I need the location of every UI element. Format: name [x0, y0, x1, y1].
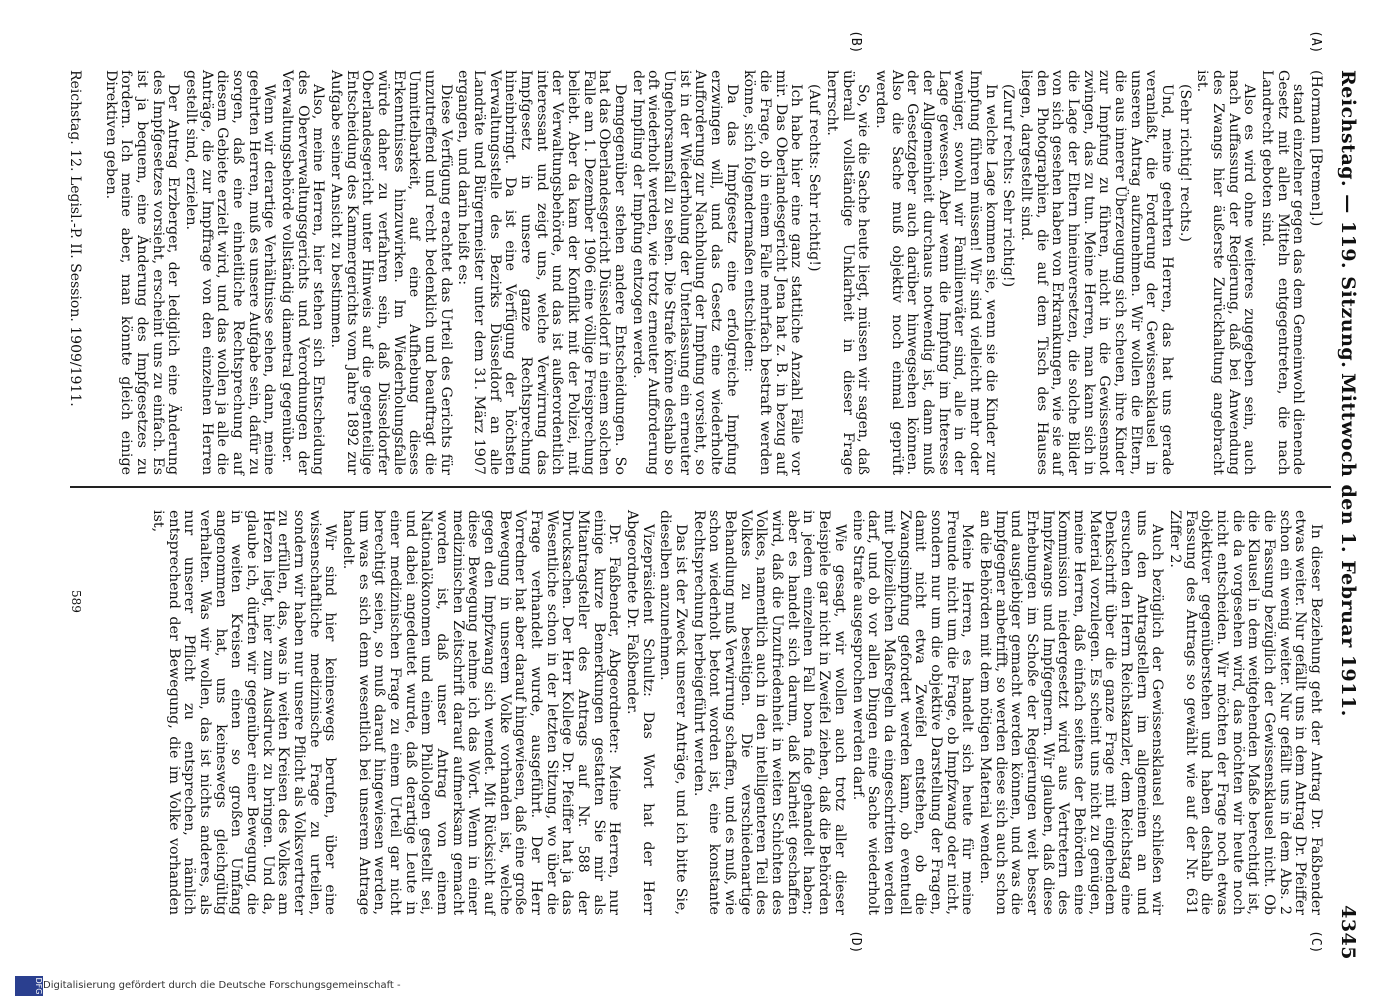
paragraph: Vizepräsident Schultz: Das Wort hat der Herr Abgeordnete Dr. Faßbender. [624, 510, 656, 915]
paragraph: Wir sind hier keineswegs berufen, über eine wissenschaftliche medizinische Frage zu urteilen, sondern wir haben nur unsere Pflicht als Volksvertreter zu erfüllen, das, was in weiten Kreisen des Volkes am Herzen liegt, hier zum Ausdruck zu bringen. Und da, glaube ich, dürfen wir gegenüber einer Bewegung, die in weiten Kreisen einen so großen Umfang angenommen hat, uns keineswegs gleichgültig verhalten. Was wir wollen, das ist nichts anderes, als nur unserer Pflicht zu entsprechen, nämlich entsprechend der Bewegung, die im Volke vorhanden ist, [149, 510, 339, 915]
right-column [147, 510, 1323, 915]
paragraph: Wenn wir derartige Verhältnisse sehen, dann, meine geehrten Herren, muß es unsere Aufgabe sein, dafür zu sorgen, daß eine einheitliche Rechtsprechung auf diesem Gebiete erzielt wird, und das wollen ja alle die Anträge, die zur Impffrage von den einzelnen Herren gestellt sind, erzielen. [182, 70, 278, 475]
margin-marker-c: (C) [1308, 930, 1323, 954]
footer-publication: Reichstag. 12. Legisl.-P. II. Session. 1909/1911. [67, 70, 83, 407]
column-divider [70, 486, 1331, 488]
paragraph: In welche Lage kommen sie, wenn sie die Kinder zur Impfung führen müssen! Wir sind vielleicht mehr oder weniger, sowohl wir Familienväter sind, alle in der Lage gewesen. Aber wenn die Impfung im Interesse der Allgemeinheit durchaus notwendig ist, dann muß der Gesetzgeber auch darüber hinwegsehen können. Also die Sache muß objektiv noch einmal geprüft werden. [872, 70, 999, 475]
paragraph: Dr. Faßbender, Abgeordneter: Meine Herren, nur einige kurze Bemerkungen gestatten Sie mir als Mitantragsteller des Antrags auf Nr. 588 der Drucksachen. Der Herr Kollege Dr. Pfeiffer hat ja das Wesentliche schon in der letzten Sitzung, wo über die Frage verhandelt wurde, ausgeführt. Der Herr Vorredner hat aber darauf hingewiesen, daß eine große Bewegung in unserem Volke vorhanden ist, welche gegen den Impfzwang sich wendet. Mit Rücksicht auf diese Bewegung nehme ich das Wort. Wenn in einer medizinischen Zeitschrift darauf aufmerksam gemacht worden ist, daß unser Antrag von einem Nationalökonomen und einem Philologen gestellt sei, und dabei angedeutet wurde, daß derartige Leute in einer medizinischen Frage zu einem Urteil gar nicht berechtigt seien, so muß darauf hingewiesen werden, um was es sich denn wesentlich bei unserem Antrage handelt. [340, 510, 623, 915]
paragraph: In dieser Beziehung geht der Antrag Dr. Faßbender etwas weiter. Nur gefällt uns in dem Antrag Dr. Pfeiffer schon ein wenig weiter. Nur gefällt uns in dem Abs. 2 die Fassung bezüglich der Gewissensklausel nicht. Ob die Klausel in dem weitgehenden Maße berechtigt ist, die da vorgesehen wird, das möchten wir heute noch nicht entscheiden. Wir möchten der Frage noch etwas objektiver gegenüberstehen und haben deshalb die Fassung des Antrags so gewählt wie auf der Nr. 631 Ziffer 2. [1166, 510, 1324, 915]
paragraph: Meine Herren, es handelt sich heute für meine Freunde nicht um die Frage, ob Impfzwang oder nicht, sondern nur um die objektive Darstellung der Fragen, damit nicht etwa Zweifel entstehen, ob die Zwangsimpfung gefordert werden kann, ob eventuell mit polizeilichen Maßregeln da eingeschritten werden darf, und ob vor allen Dingen eine Sache wiederholt eine Strafe ausgesprochen werden darf. [849, 510, 976, 915]
header-date: Mittwoch den 1. Februar 1911. [1337, 373, 1359, 717]
speaker-label: (Hormann [Bremen].) [1308, 70, 1324, 227]
paragraph: Diese Verfügung erachtet das Urteil des Gerichts für unzutreffend und recht bedenklich und beauftragt die Unmittelbarkeit, auf eine Aufhebung dieses Erkenntnisses hinzuwirken. Im Wiederholungsfalle würde daher zu verfahren sein, daß Düsseldorfer Oberlandesgericht unter Hinweis auf die gegenteilige Entscheidung des Kammergerichts vom Jahre 1892 zur Aufgabe seiner Ansicht zu bestimmen. [328, 70, 454, 475]
paragraph: So, wie die Sache heute liegt, müssen wir sagen, daß überall vollständige Unklarheit in dieser Frage herrscht. [823, 70, 872, 475]
page-header [1331, 70, 1365, 960]
paragraph: Also es wird ohne weiteres zugegeben sein, auch nach Auffassung der Regierung, daß bei Anwendung des Zwangs hier äußerste Zurückhaltung angebracht ist. [1194, 70, 1258, 475]
paragraph: Der Antrag Erzberger, der lediglich eine Änderung des Impfgesetzes vorsieht, erscheint uns zu einfach. Es ist ja bequem, eine Änderung des Impfgesetzes zu fordern. Ich meine aber, man könnte gleich einige Direktiven geben. [102, 70, 182, 475]
paragraph: Also, meine Herren, hier stehen sich Entscheidung des Oberverwaltungsgerichts und Verordnungen der Verwaltungsbehörde vollständig diametral gegenüber. [279, 70, 327, 475]
paragraph: (Sehr richtig! rechts.) [1176, 84, 1193, 242]
left-column [100, 70, 1323, 475]
paragraph: (Zuruf rechts: Sehr richtig!) [1000, 84, 1017, 288]
margin-marker-d: (D) [848, 930, 863, 954]
paragraph: Demgegenüber stehen andere Entscheidungen. So hat das Oberlandesgericht Düsseldorf in einem solchen Falle am 1. Dezember 1906 eine völlige Freisprechung beliebt. Aber da kam der Konflikt mit der Polizei, mit der Verwaltungsbehörde, und das ist außerordentlich interessant und zeigt uns, welche Verwirrung das Impfgesetz in unsere ganze Rechtsprechung hineinbringt. Da ist eine Verfügung der höchsten Verwaltungsstelle des Bezirks Düsseldorf an alle Landräte und Bürgermeister unter dem 31. März 1907 ergangen, und darin heißt es: [455, 70, 629, 475]
dfg-logo: DFG [15, 976, 43, 996]
paragraph: Auch bezüglich der Gewissensklausel schließen wir uns den Antragstellern im allgemeinen an und ersuchen den Herrn Reichskanzler, dem Reichstag eine Denkschrift über die ganze Frage mit eingehendem Material vorzulegen. Es scheint uns nicht zu genügen, meine Herren, daß einfach seitens der Behörden eine Kommission niedergesetzt wird aus Vertretern des Impfzwangs und Impfgegnern. Wir glauben, daß diese Erhebungen im Schoße der Regierungen weit besser und ausgiebiger gemacht werden können, und was die Impfgegner anbetrifft, so werden diese sich auch schon an die Behörden mit dem nötigen Material wenden. [976, 510, 1166, 915]
paragraph: Wie gesagt, wir wollen auch trotz aller dieser Beispiele gar nicht in Zweifel ziehen, daß die Behörden in jedem einzelnen Fall bona fide gehandelt haben; aber es handelt sich darum, daß Klarheit geschaffen wird, daß die Unzufriedenheit in weiten Schichten des Volkes, namentlich auch in den intelligenteren Teil des Volkes zu beseitigen. Die verschiedenartige Behandlung muß Verwirrung schaffen, und es muß, wie schon wiederholt betont worden ist, eine konstante Rechtsprechung herbeigeführt werden. [690, 510, 848, 915]
paragraph: Und, meine geehrten Herren, das hat uns gerade veranlaßt, die Forderung der Gewissensklausel in unseren Antrag aufzunehmen. Wir wollen die Eltern, die aus innerer Überzeugung sich scheuen, ihre Kinder zur Impfung zu führen, nicht in die Gewissensnot zwingen, das zu tun. Meine Herren, man kann sich in die Lage der Eltern hineinversetzen, die solche Bilder von sich gesehen haben von Erkrankungen, wie sie auf den Photographien, die auf dem Tisch des Hauses liegen, dargestellt sind. [1017, 70, 1175, 475]
margin-marker-b: (B) [848, 30, 863, 54]
header-session: Reichstag. — 119. Sitzung. [1337, 70, 1359, 369]
margin-marker-a: (A) [1308, 30, 1323, 54]
paragraph: Da das Impfgesetz eine erfolgreiche Impfung erzwingen will, und das Gesetz eine wiederholte Aufforderung zur Nachholung der Impfung vorsieht, so ist in der Wiederholung der Unterlassung ein erneuter Ungehorsamsfall zu sehen. Die Strafe könne deshalb so oft wiederholt werden, wie trotz erneuter Aufforderung der Impfling der Impfung entzogen werde. [629, 70, 740, 475]
paragraph: Ich habe hier eine ganz stattliche Anzahl Fälle vor mir. Das Oberlandesgericht Jena hat z. B. in bezug auf die Frage, ob in einem Falle mehrfach bestraft werden könne, sich folgendermaßen entschieden: [741, 70, 805, 475]
header-page-number: 4345 [1337, 905, 1359, 960]
paragraph: Das ist der Zweck unserer Anträge, und ich bitte Sie, dieselben anzunehmen. [657, 510, 690, 915]
footer-page-number: 589 [69, 590, 83, 613]
paragraph: (Auf rechts: Sehr richtig!) [806, 84, 823, 272]
digitization-note: Digitalisierung gefördert durch die Deutsche Forschungsgemeinschaft - [43, 980, 401, 991]
paragraph: stand einzelner gegen das dem Gemeinwohl dienende Gesetz mit allen Mitteln entgegentreten, die nach Landrecht geboten sind. [1258, 70, 1307, 475]
